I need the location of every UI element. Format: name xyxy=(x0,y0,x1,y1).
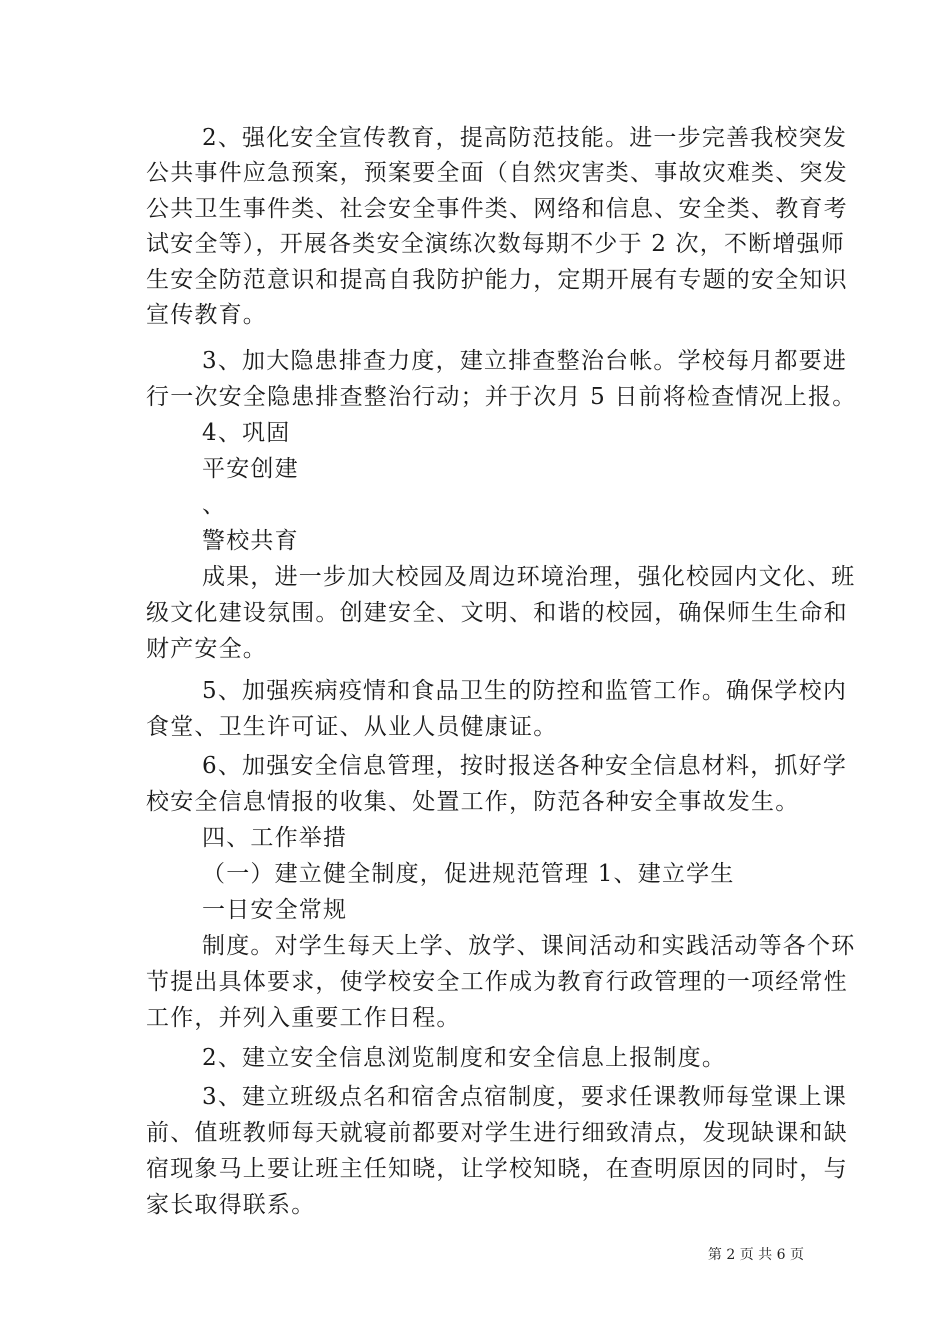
text-line: 3、加大隐患排查力度，建立排查整治台帐。学校每月都要进 xyxy=(202,348,848,374)
text-line: 工作，并列入重要工作日程。 xyxy=(146,1005,461,1031)
page-number-footer: 第 2 页 共 6 页 xyxy=(707,1247,804,1263)
text-line: 、 xyxy=(202,492,227,518)
text-line: 前、值班教师每天就寝前都要对学生进行细致清点，发现缺课和缺 xyxy=(146,1120,848,1146)
text-line: （一）建立健全制度，促进规范管理 1、建立学生 xyxy=(202,861,735,887)
text-line: 生安全防范意识和提高自我防护能力，定期开展有专题的安全知识 xyxy=(146,267,848,293)
text-line: 2、强化安全宣传教育，提高防范技能。进一步完善我校突发 xyxy=(202,125,848,151)
text-line: 2、建立安全信息浏览制度和安全信息上报制度。 xyxy=(202,1045,727,1071)
text-line: 试安全等），开展各类安全演练次数每期不少于 2 次，不断增强师 xyxy=(146,231,845,257)
text-line: 一日安全常规 xyxy=(202,897,348,923)
text-line: 6、加强安全信息管理，按时报送各种安全信息材料，抓好学 xyxy=(202,753,848,779)
text-line: 公共事件应急预案，预案要全面（自然灾害类、事故灾难类、突发 xyxy=(146,160,848,186)
text-line: 平安创建 xyxy=(202,456,299,482)
section-heading: 四、工作举措 xyxy=(202,825,348,851)
text-line: 宣传教育。 xyxy=(146,302,267,328)
text-line: 节提出具体要求，使学校安全工作成为教育行政管理的一项经常性 xyxy=(146,969,848,995)
text-line: 校安全信息情报的收集、处置工作，防范各种安全事故发生。 xyxy=(146,789,800,815)
text-line: 3、建立班级点名和宿舍点宿制度，要求任课教师每堂课上课 xyxy=(202,1084,848,1110)
text-line: 行一次安全隐患排查整治行动；并于次月 5 日前将检查情况上报。 xyxy=(146,384,857,410)
text-line: 食堂、卫生许可证、从业人员健康证。 xyxy=(146,714,558,740)
text-line: 警校共育 xyxy=(202,528,299,554)
text-line: 财产安全。 xyxy=(146,636,267,662)
text-line: 公共卫生事件类、社会安全事件类、网络和信息、安全类、教育考 xyxy=(146,196,848,222)
text-line: 4、巩固 xyxy=(202,420,291,446)
text-line: 制度。对学生每天上学、放学、课间活动和实践活动等各个环 xyxy=(202,933,856,959)
text-line: 家长取得联系。 xyxy=(146,1192,316,1218)
text-line: 5、加强疾病疫情和食品卫生的防控和监管工作。确保学校内 xyxy=(202,678,848,704)
text-line: 级文化建设氛围。创建安全、文明、和谐的校园，确保师生生命和 xyxy=(146,600,848,626)
text-line: 成果，进一步加大校园及周边环境治理，强化校园内文化、班 xyxy=(202,564,856,590)
text-line: 宿现象马上要让班主任知晓，让学校知晓，在查明原因的同时，与 xyxy=(146,1156,848,1182)
